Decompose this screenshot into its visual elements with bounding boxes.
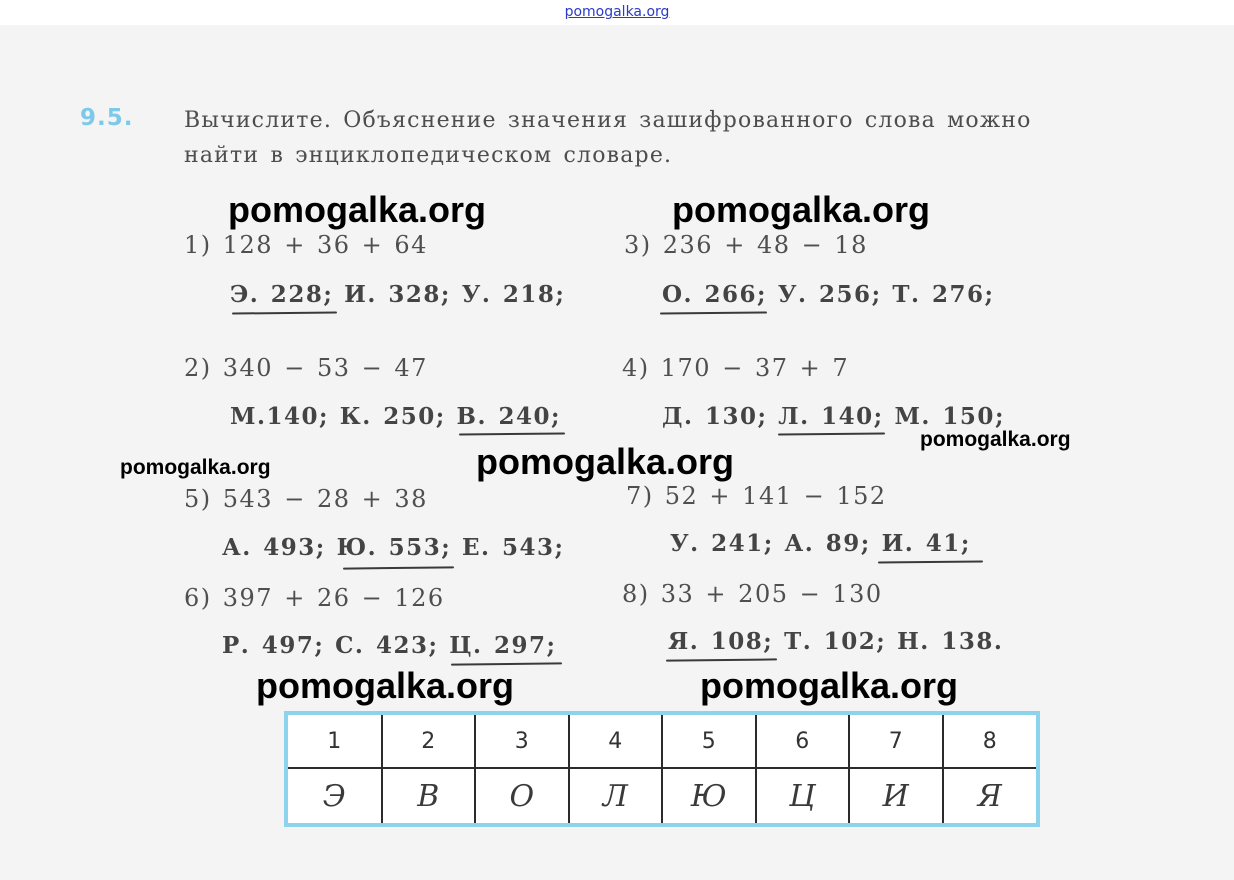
problem-4-options bbox=[662, 403, 1005, 430]
problem-5-options bbox=[222, 534, 565, 561]
problem-6-options bbox=[222, 632, 557, 659]
option: А. 89; bbox=[784, 530, 871, 557]
table-cell-number: 3 bbox=[475, 715, 569, 768]
problem-3-options bbox=[662, 281, 995, 308]
table-cell-number: 2 bbox=[382, 715, 476, 768]
option: Р. 497; bbox=[222, 632, 325, 659]
option: У. 218; bbox=[461, 281, 566, 308]
watermark: pomogalka.org bbox=[228, 189, 487, 230]
problem-1-options bbox=[230, 281, 565, 308]
table-cell-letter: Л bbox=[569, 768, 663, 823]
textbook-page bbox=[0, 25, 1234, 880]
table-cell-letter: О bbox=[475, 768, 569, 823]
option-correct: Э. 228; bbox=[230, 282, 333, 308]
task-text-line-1: Вычислите. Объяснение значения зашифрованного слова можно bbox=[184, 108, 1032, 133]
option-correct: Ю. 553; bbox=[337, 535, 452, 561]
option: Н. 138. bbox=[897, 628, 1004, 655]
option-correct: В. 240; bbox=[457, 404, 561, 430]
problem-4-expression: 4) 170 − 37 + 7 bbox=[622, 354, 850, 382]
watermark: pomogalka.org bbox=[120, 456, 271, 479]
table-cell-number: 1 bbox=[288, 715, 382, 768]
problem-6-expression: 6) 397 + 26 − 126 bbox=[184, 584, 445, 612]
option-correct: Я. 108; bbox=[668, 629, 773, 655]
table-cell-letter: Ю bbox=[662, 768, 756, 823]
problem-3-expression: 3) 236 + 48 − 18 bbox=[624, 231, 868, 259]
option: М.140; bbox=[230, 403, 329, 430]
table-cell-number: 8 bbox=[943, 715, 1037, 768]
option: С. 423; bbox=[335, 632, 439, 659]
option: Д. 130; bbox=[662, 403, 768, 430]
answer-table-numbers-row bbox=[288, 715, 1036, 768]
problem-8-expression: 8) 33 + 205 − 130 bbox=[622, 580, 883, 608]
table-cell-number: 5 bbox=[662, 715, 756, 768]
task-text-line-2: найти в энциклопедическом словаре. bbox=[184, 143, 673, 168]
watermark: pomogalka.org bbox=[920, 428, 1071, 451]
option-correct: О. 266; bbox=[662, 282, 767, 308]
table-cell-number: 7 bbox=[849, 715, 943, 768]
table-cell-letter: И bbox=[849, 768, 943, 823]
site-header bbox=[0, 0, 1234, 24]
option-correct: Л. 140; bbox=[778, 404, 883, 430]
problem-2-options bbox=[230, 403, 561, 430]
watermark: pomogalka.org bbox=[476, 441, 735, 482]
option-correct: И. 41; bbox=[882, 531, 971, 557]
problem-7-options bbox=[670, 530, 971, 557]
option: У. 256; bbox=[777, 281, 882, 308]
task-number: 9.5. bbox=[80, 105, 134, 131]
site-link[interactable]: pomogalka.org bbox=[564, 4, 670, 20]
table-cell-number: 6 bbox=[756, 715, 850, 768]
problem-8-options bbox=[668, 628, 1003, 655]
option: К. 250; bbox=[339, 403, 446, 430]
table-cell-number: 4 bbox=[569, 715, 663, 768]
problem-7-expression: 7) 52 + 141 − 152 bbox=[626, 482, 887, 510]
problem-2-expression: 2) 340 − 53 − 47 bbox=[184, 354, 428, 382]
option: А. 493; bbox=[222, 534, 326, 561]
option: Т. 276; bbox=[892, 281, 995, 308]
table-cell-letter: Э bbox=[288, 768, 382, 823]
watermark: pomogalka.org bbox=[700, 665, 959, 706]
problem-5-expression: 5) 543 − 28 + 38 bbox=[184, 485, 428, 513]
table-cell-letter: В bbox=[382, 768, 476, 823]
option: И. 328; bbox=[344, 281, 451, 308]
watermark: pomogalka.org bbox=[672, 189, 931, 230]
answer-table-letters-row bbox=[288, 768, 1036, 823]
option: У. 241; bbox=[670, 530, 774, 557]
option: Т. 102; bbox=[784, 628, 887, 655]
table-cell-letter: Я bbox=[943, 768, 1037, 823]
option: М. 150; bbox=[894, 403, 1005, 430]
problem-1-expression: 1) 128 + 36 + 64 bbox=[184, 231, 428, 259]
answer-table bbox=[284, 711, 1040, 827]
table-cell-letter: Ц bbox=[756, 768, 850, 823]
option: Е. 543; bbox=[462, 534, 565, 561]
task-text bbox=[184, 103, 1032, 173]
option-correct: Ц. 297; bbox=[449, 633, 556, 659]
watermark: pomogalka.org bbox=[256, 665, 515, 706]
